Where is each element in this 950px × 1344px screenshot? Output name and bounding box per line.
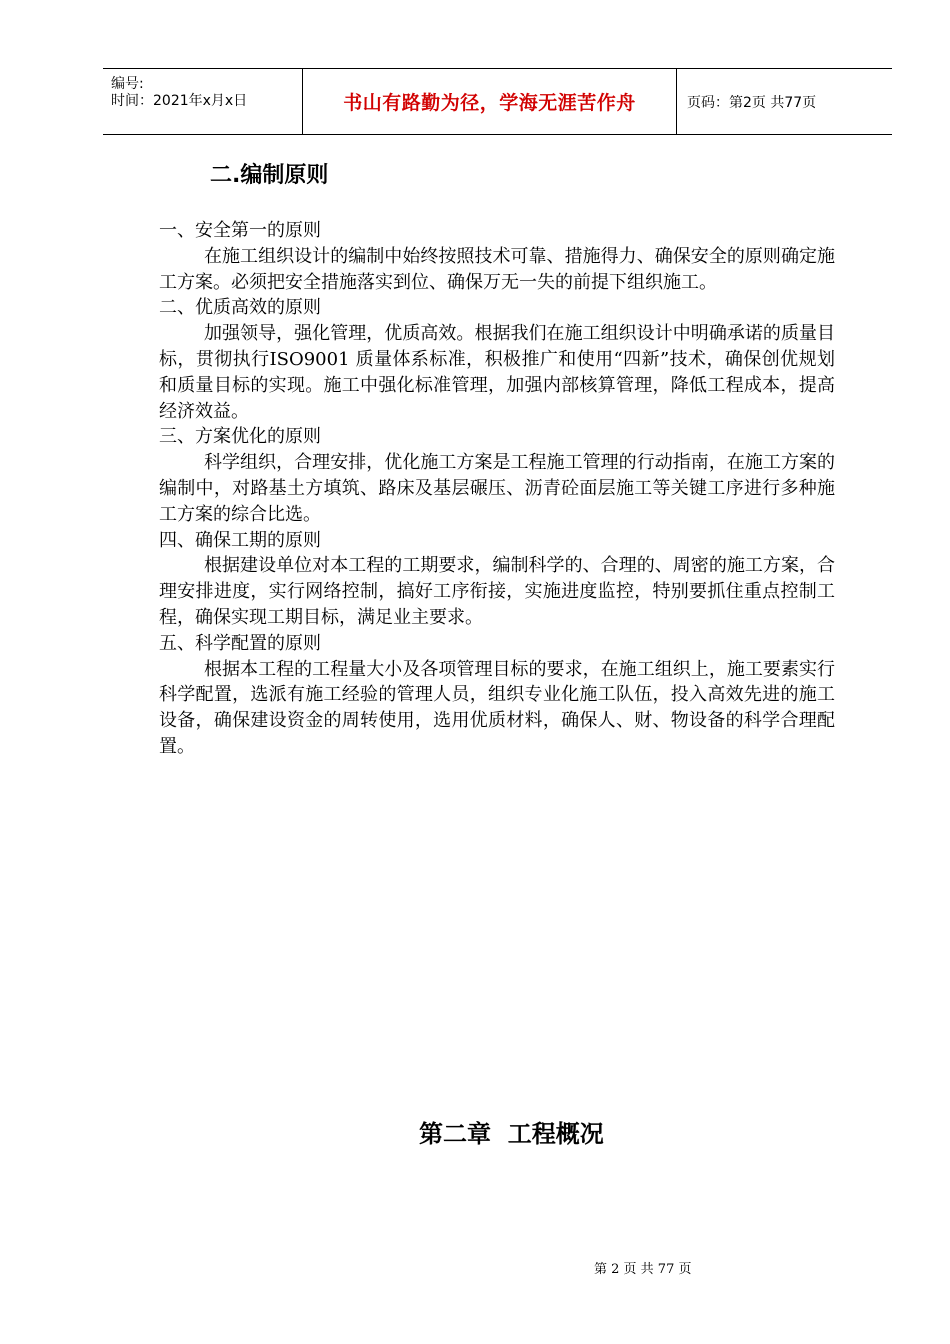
page-label: 页码：第2页 共77页 [687,94,817,111]
header-page-cell [677,69,892,134]
principle-heading: 一、安全第一的原则 [159,220,321,241]
principle-heading: 二、优质高效的原则 [159,297,321,319]
principle-heading: 三、方案优化的原则 [159,426,321,448]
section-title: 二.编制原则 [210,163,329,188]
header-motto-cell [303,69,677,134]
principle-body: 在施工组织设计的编制中始终按照技术可靠、措施得力、确保安全的原则确定施工方案。必须把安全措施落实到位、确保万无一失的前提下组织施工。 [159,245,835,293]
principle-heading: 四、确保工期的原则 [159,529,321,551]
principle-heading: 五、科学配置的原则 [159,632,321,654]
principle-body: 根据建设单位对本工程的工期要求，编制科学的、合理的、周密的施工方案，合理安排进度，实行网络控制，搞好工序衔接，实施进度监控，特别要抓住重点控制工程，确保实现工期目标，满足业主要求。 [159,555,835,628]
chapter-title: 第二章 工程概况 [419,1120,604,1148]
principle-body: 加强领导，强化管理，优质高效。根据我们在施工组织设计中明确承诺的质量目标，贯彻执行ISO9001 质量体系标准，积极推广和使用“四新”技术，确保创优规划和质量目标的实现。施工中强化标准管理，加强内部核算管理，降低工程成本，提高经济效益。 [159,323,835,422]
header-meta [103,69,303,134]
motto: 书山有路勤为径，学海无涯苦作舟 [343,92,636,114]
principles-content [159,218,835,760]
page-header [103,68,892,135]
principle-body: 科学组织，合理安排，优化施工方案是工程施工管理的行动指南，在施工方案的编制中，对路基土方填筑、路床及基层碾压、沥青砼面层施工等关键工序进行多种施工方案的综合比选。 [159,452,835,525]
code-label: 编号: [111,76,144,92]
principle-body: 根据本工程的工程量大小及各项管理目标的要求，在施工组织上，施工要素实行科学配置，选派有施工经验的管理人员，组织专业化施工队伍，投入高效先进的施工设备，确保建设资金的周转使用，选用优质材料，确保人、财、物设备的科学合理配置。 [159,658,835,757]
page-footer: 第 2 页 共 77 页 [594,1262,692,1277]
time-label: 时间：2021年x月x日 [111,93,248,109]
